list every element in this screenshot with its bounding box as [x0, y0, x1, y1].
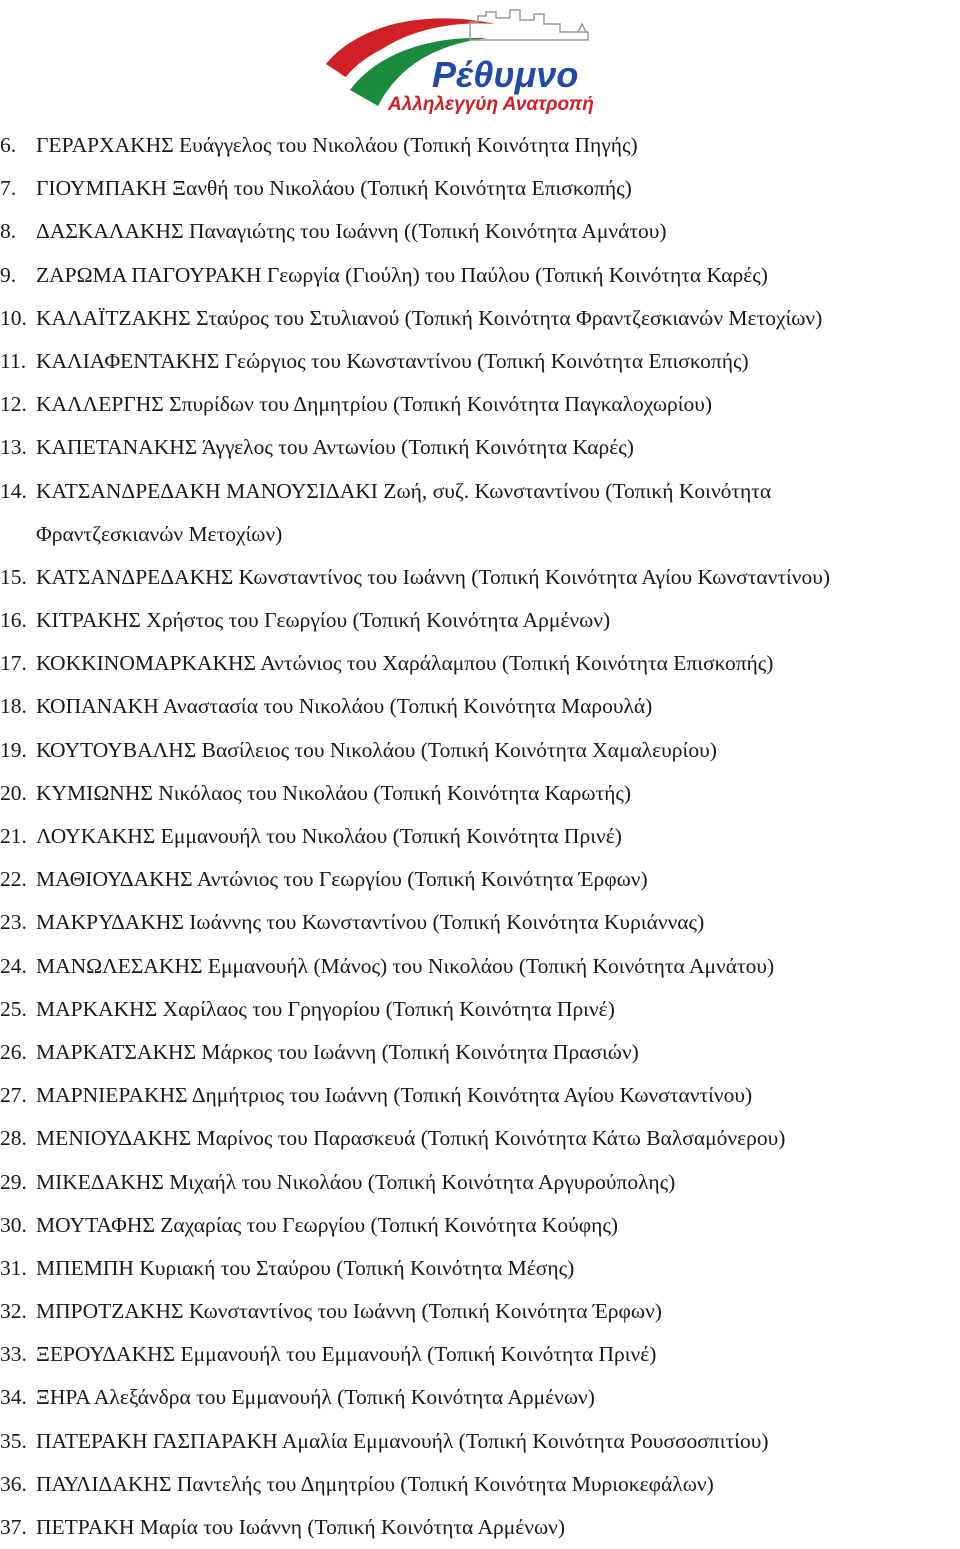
item-number: 6.	[0, 133, 17, 157]
item-text: ΜΑΘΙΟΥΔΑΚΗΣ Αντώνιος του Γεωργίου (Τοπική Κοινότητα Έρφων)	[36, 867, 648, 892]
list-item	[0, 167, 960, 210]
list-item	[0, 297, 960, 340]
list-item	[0, 470, 960, 556]
item-number: 21.	[0, 824, 27, 849]
list-item	[0, 210, 960, 253]
list-item	[0, 642, 960, 685]
item-text: ΜΠΕΜΠΗ Κυριακή του Σταύρου (Τοπική Κοινότητα Μέσης)	[36, 1255, 575, 1280]
list-item	[0, 1031, 960, 1074]
item-number: 26.	[0, 1039, 27, 1064]
item-number: 24.	[0, 953, 27, 978]
item-number: 36.	[0, 1471, 27, 1496]
item-number: 7.	[0, 176, 17, 201]
item-number: 35.	[0, 1428, 27, 1453]
list-item	[0, 1074, 960, 1117]
item-number: 8.	[0, 219, 17, 244]
item-number: 31.	[0, 1255, 27, 1280]
item-number: 17.	[0, 651, 27, 676]
item-number: 32.	[0, 1299, 27, 1324]
list-item	[0, 945, 960, 988]
item-number: 9.	[0, 262, 17, 287]
item-number: 37.	[0, 1515, 27, 1540]
list-item	[0, 599, 960, 642]
list-item	[0, 1463, 960, 1506]
item-text: ΚΑΛΛΕΡΓΗΣ Σπυρίδων του Δημητρίου (Τοπική Κοινότητα Παγκαλοχωρίου)	[36, 392, 713, 417]
list-item	[0, 1204, 960, 1247]
candidate-list	[0, 124, 960, 1549]
list-item	[0, 815, 960, 858]
item-text: ΜΑΡΚΑΤΣΑΚΗΣ Μάρκος του Ιωάννη (Τοπική Κοινότητα Πρασιών)	[36, 1039, 639, 1064]
item-text: ΚΑΛΑΪΤΖΑΚΗΣ Σταύρος του Στυλιανού (Τοπική Κοινότητα Φραντζεσκιανών Μετοχίων)	[36, 305, 823, 330]
list-item	[0, 124, 960, 167]
logo-title: Ρέθυμνο	[432, 54, 579, 95]
list-item	[0, 1247, 960, 1290]
item-text: ΜΑΡΚΑΚΗΣ Χαρίλαος του Γρηγορίου (Τοπική Κοινότητα Πρινέ)	[36, 996, 615, 1021]
list-item	[0, 988, 960, 1031]
item-text: ΚΑΛΙΑΦΕΝΤΑΚΗΣ Γεώργιος του Κωνσταντίνου (Τοπική Κοινότητα Επισκοπής)	[36, 348, 749, 373]
item-text: ΜΑΡΝΙΕΡΑΚΗΣ Δημήτριος του Ιωάννη (Τοπική Κοινότητα Αγίου Κωνσταντίνου)	[36, 1083, 753, 1108]
item-text: ΔΑΣΚΑΛΑΚΗΣ Παναγιώτης του Ιωάννη ((Τοπική Κοινότητα Αμνάτου)	[36, 219, 667, 244]
item-text: ΚΟΚΚΙΝΟΜΑΡΚΑΚΗΣ Αντώνιος του Χαράλαμπου (Τοπική Κοινότητα Επισκοπής)	[36, 651, 774, 676]
item-number: 23.	[0, 910, 27, 935]
item-number: 29.	[0, 1169, 27, 1194]
list-item	[0, 729, 960, 772]
item-number: 30.	[0, 1212, 27, 1237]
list-item	[0, 901, 960, 944]
item-text: ΚΙΤΡΑΚΗΣ Χρήστος του Γεωργίου (Τοπική Κοινότητα Αρμένων)	[36, 608, 611, 633]
list-item	[0, 685, 960, 728]
item-number: 20.	[0, 780, 27, 805]
list-item	[0, 1376, 960, 1419]
item-text: ΚΑΠΕΤΑΝΑΚΗΣ Άγγελος του Αντωνίου (Τοπική Κοινότητα Καρές)	[36, 435, 634, 460]
item-text: ΛΟΥΚΑΚΗΣ Εμμανουήλ του Νικολάου (Τοπική Κοινότητα Πρινέ)	[36, 824, 622, 849]
item-text: ΚΑΤΣΑΝΔΡΕΔΑΚΗ ΜΑΝΟΥΣΙΔΑΚΙ Ζωή, συζ. Κωνσταντίνου (Τοπική Κοινότητα Φραντζεσκιανών Μετοχίων)	[36, 478, 772, 546]
item-number: 27.	[0, 1083, 27, 1108]
list-item	[0, 1290, 960, 1333]
list-item	[0, 340, 960, 383]
party-logo	[320, 2, 620, 122]
item-text: ΚΟΠΑΝΑΚΗ Αναστασία του Νικολάου (Τοπική Κοινότητα Μαρουλά)	[36, 694, 653, 719]
item-number: 19.	[0, 737, 27, 762]
list-item	[0, 254, 960, 297]
list-item	[0, 556, 960, 599]
item-number: 22.	[0, 867, 27, 892]
item-text: ΜΕΝΙΟΥΔΑΚΗΣ Μαρίνος του Παρασκευά (Τοπική Κοινότητα Κάτω Βαλσαμόνερου)	[36, 1126, 786, 1151]
item-text: ΠΕΤΡΑΚΗ Μαρία του Ιωάννη (Τοπική Κοινότητα Αρμένων)	[36, 1515, 566, 1540]
item-number: 13.	[0, 435, 27, 460]
list-item	[0, 426, 960, 469]
list-item	[0, 1420, 960, 1463]
item-text: ΞΕΡΟΥΔΑΚΗΣ Εμμανουήλ του Εμμανουήλ (Τοπική Κοινότητα Πρινέ)	[36, 1342, 657, 1367]
item-number: 14.	[0, 478, 27, 503]
list-item	[0, 858, 960, 901]
item-text: ΠΑΤΕΡΑΚΗ ΓΑΣΠΑΡΑΚΗ Αμαλία Εμμανουήλ (Τοπική Κοινότητα Ρουσσοσπιτίου)	[36, 1428, 769, 1453]
list-item	[0, 383, 960, 426]
item-number: 10.	[0, 305, 27, 330]
list-item	[0, 1333, 960, 1376]
item-text: ΜΑΝΩΛΕΣΑΚΗΣ Εμμανουήλ (Μάνος) του Νικολάου (Τοπική Κοινότητα Αμνάτου)	[36, 953, 775, 978]
list-item	[0, 1161, 960, 1204]
list-item	[0, 772, 960, 815]
item-text: ΚΥΜΙΩΝΗΣ Νικόλαος του Νικολάου (Τοπική Κοινότητα Καρωτής)	[36, 780, 632, 805]
item-text: ΓΙΟΥΜΠΑΚΗ Ξανθή του Νικολάου (Τοπική Κοινότητα Επισκοπής)	[36, 176, 632, 201]
item-text: ΚΟΥΤΟΥΒΑΛΗΣ Βασίλειος του Νικολάου (Τοπική Κοινότητα Χαμαλευρίου)	[36, 737, 717, 762]
item-text: ΜΟΥΤΑΦΗΣ Ζαχαρίας του Γεωργίου (Τοπική Κοινότητα Κούφης)	[36, 1212, 619, 1237]
list-item	[0, 1117, 960, 1160]
logo-subtitle: Αλληλεγγύη Ανατροπή	[388, 94, 594, 115]
item-number: 11.	[0, 348, 27, 373]
item-text: ΜΑΚΡΥΔΑΚΗΣ Ιωάννης του Κωνσταντίνου (Τοπική Κοινότητα Κυριάννας)	[36, 910, 705, 935]
item-text: ΖΑΡΩΜΑ ΠΑΓΟΥΡΑΚΗ Γεωργία (Γιούλη) του Παύλου (Τοπική Κοινότητα Καρές)	[36, 262, 768, 287]
list-item	[0, 1506, 960, 1549]
item-number: 34.	[0, 1385, 27, 1410]
item-text: ΚΑΤΣΑΝΔΡΕΔΑΚΗΣ Κωνσταντίνος του Ιωάννη (Τοπική Κοινότητα Αγίου Κωνσταντίνου)	[36, 564, 831, 589]
item-number: 16.	[0, 608, 27, 633]
item-text: ΞΗΡΑ Αλεξάνδρα του Εμμανουήλ (Τοπική Κοινότητα Αρμένων)	[36, 1385, 595, 1410]
item-number: 12.	[0, 392, 27, 417]
item-text: ΓΕΡΑΡΧΑΚΗΣ Ευάγγελος του Νικολάου (Τοπική Κοινότητα Πηγής)	[36, 133, 638, 157]
item-text: ΠΑΥΛΙΔΑΚΗΣ Παντελής του Δημητρίου (Τοπική Κοινότητα Μυριοκεφάλων)	[36, 1471, 714, 1496]
item-number: 25.	[0, 996, 27, 1021]
item-text: ΜΠΡΟΤΖΑΚΗΣ Κωνσταντίνος του Ιωάννη (Τοπική Κοινότητα Έρφων)	[36, 1299, 662, 1324]
item-number: 33.	[0, 1342, 27, 1367]
item-number: 28.	[0, 1126, 27, 1151]
item-text: ΜΙΚΕΔΑΚΗΣ Μιχαήλ του Νικολάου (Τοπική Κοινότητα Αργυρούπολης)	[36, 1169, 676, 1194]
item-number: 18.	[0, 694, 27, 719]
item-number: 15.	[0, 564, 27, 589]
